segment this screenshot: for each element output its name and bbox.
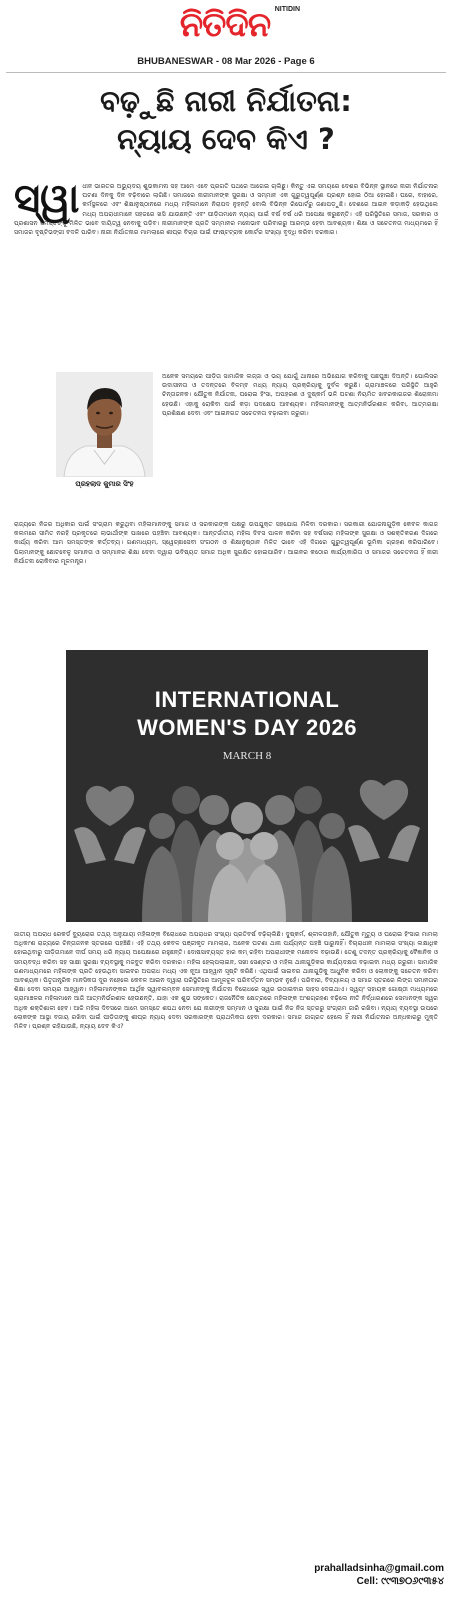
- banner-date: MARCH 8: [222, 750, 272, 762]
- womens-day-banner: [66, 650, 428, 922]
- author-name: ପ୍ରହଲାଦ କୁମାର ସିଂହ: [75, 480, 134, 488]
- newspaper-logo: [150, 4, 300, 54]
- author-contact: [314, 1562, 444, 1588]
- banner-title-line-2: WOMEN'S DAY 2026: [137, 715, 357, 740]
- author-box: [56, 372, 153, 500]
- headline: [6, 82, 446, 158]
- side-column-text: ଅନେକ ସମୟରେ ପୀଡ଼ିତା ସାମାଜିକ ଲଜ୍ଜା ଓ ଭୟ ଯୋଗୁଁ ଥାନାରେ ଅଭିଯୋଗ କରିବାକୁ ପଛଘୁଞ୍ଚା ଦିଅନ୍ତି। ପୋଲିସର ଉଦାସୀନତା ଓ ତଦନ୍ତରେ ବିଳମ୍ବ ମଧ୍ୟ ନ୍ୟାୟ ପ୍ରକ୍ରିୟାକୁ ଦୁର୍ବଳ କରୁଛି। ଗ୍ରାମାଞ୍ଚଳରେ ପରିସ୍ଥିତି ଆହୁରି ଚିନ୍ତାଜନକ। ଯୌତୁକ ନିର୍ଯାତନା, ଘରୋଇ ହିଂସା, ଅପହରଣ ଓ ଦୁଷ୍କର୍ମ ଭଳି ଘଟଣା ନିୟମିତ ଖବରକାଗଜର ଶିରୋନାମା ହେଉଛି। ଏହାକୁ ରୋକିବା ପାଇଁ କଡ଼ା ପଦକ୍ଷେପ ଆବଶ୍ୟକ। ମହିଳାମାନଙ୍କୁ ଆତ୍ମନିର୍ଭରଶୀଳ କରିବା, ଆତ୍ମରକ୍ଷା ପ୍ରଶିକ୍ଷଣ ଦେବା ଏବଂ ଆଇନଗତ ସଚେତନତା ବଢ଼ାଇବା ଜରୁରୀ।: [162, 373, 438, 417]
- author-portrait-icon: [56, 372, 153, 477]
- author-phone: Cell: ୯୯୩୭୦୬୯୩୫୪: [356, 1576, 444, 1587]
- banner-title: [66, 686, 428, 742]
- paragraph-1-text: ଧୀନ ଭାରତର ଅଭ୍ୟୁଦୟ ଶୁଭକାମନା ସହ ଆମେ ଏବେ ପ୍ରଗତି ପଥରେ ଆଗେଇ ଚାଲିଛୁ। କିନ୍ତୁ ଏଇ ସମୟରେ ଦେଶର ବିଭିନ୍ନ ସ୍ଥାନରେ ନାରୀ ନିର୍ଯାତନାର ଘଟଣା ଦିନକୁ ଦିନ ବଢ଼ିବାରେ ଲାଗିଛି। ସମାଜରେ ନାରୀମାନଙ୍କ ସୁରକ୍ଷା ଓ ସମ୍ମାନ ଏକ ଗୁରୁତ୍ୱପୂର୍ଣ୍ଣ ପ୍ରଶ୍ନ ହୋଇ ଠିଆ ହୋଇଛି। ଘରେ, ବାହାରେ, କର୍ମସ୍ଥଳରେ ଏବଂ ଶିକ୍ଷାନୁଷ୍ଠାନରେ ମଧ୍ୟ ମହିଳାମାନେ ନିରାପଦ ନୁହନ୍ତି ବୋଲି ବିଭିନ୍ନ ରିପୋର୍ଟରୁ ଜଣାପଡ଼ୁଛି। ଦେଶରେ ଆଇନ କଡ଼ାକଡ଼ି ହେଉଥିଲେ ମଧ୍ୟ ଅପରାଧୀମାନେ ସହଜରେ ଖସି ଯାଉଛନ୍ତି ଏବଂ ପୀଡ଼ିତାମାନେ ନ୍ୟାୟ ପାଇଁ ବର୍ଷ ବର୍ଷ ଧରି ଅପେକ୍ଷା କରୁଛନ୍ତି। ଏହି ପରିସ୍ଥିତିରେ ସମାଜ, ସରକାର ଓ ପ୍ରଶାସନ ସମସ୍ତଙ୍କୁ ମିଳିତ ଭାବେ ଦାୟିତ୍ୱ ନେବାକୁ ପଡ଼ିବ। ନାରୀମାନଙ୍କ ପ୍ରତି ସମ୍ମାନର ମନୋଭାବ ପରିବାରରୁ ଆରମ୍ଭ ହେବା ଆବଶ୍ୟକ। ଶିକ୍ଷା ଓ ସଚେତନତା ମାଧ୍ୟମରେ ହିଁ ସମାଜର ଦୃଷ୍ଟିଭଙ୍ଗୀ ବଦଳି ପାରିବ। ନାରୀ ନିର୍ଯାତନାର ମାମଲାରେ ଶୀଘ୍ର ବିଚାର ପାଇଁ ଫାଷ୍ଟଟ୍ରାକ କୋର୍ଟର ସଂଖ୍ୟା ବୃଦ୍ଧି କରିବା ଦରକାର।: [14, 183, 438, 237]
- logo-text: ନିତିଦିନ: [179, 5, 271, 45]
- paragraph-3: ଜାତୀୟ ଅପରାଧ ରେକର୍ଡ ବ୍ୟୁରୋର ତଥ୍ୟ ଅନୁଯାୟୀ ମହିଳାଙ୍କ ବିରୋଧରେ ଅପରାଧର ସଂଖ୍ୟା ପ୍ରତିବର୍ଷ ବଢ଼ିଚାଲିଛି। ଦୁଷ୍କର୍ମ, ଶ୍ଳୀଳତାହାନି, ଯୌତୁକ ମୃତ୍ୟୁ ଓ ଘରୋଇ ହିଂସାର ମାମଲା ଅଧିକାଂଶ ରାଜ୍ୟରେ ଚିନ୍ତାଜନକ ସ୍ତରରେ ପହଞ୍ଚିଛି। ଏହି ତଥ୍ୟ କେବଳ ପଞ୍ଜୀକୃତ ମାମଲାର, ଅନେକ ଘଟଣା ଥାନା ପର୍ଯ୍ୟନ୍ତ ପହଞ୍ଚି ପାରୁନାହିଁ। ବିଚାରାଧୀନ ମାମଲାର ସଂଖ୍ୟା ଲକ୍ଷାଧିକ ହୋଇଥିବାରୁ ପୀଡ଼ିତାମାନେ ଦୀର୍ଘ ସମୟ ଧରି ନ୍ୟାୟ ଅପେକ୍ଷାରେ ରହୁଛନ୍ତି। ଦୋଷସାବ୍ୟସ୍ତ ହାର କମ୍ ରହିବା ଅପରାଧୀଙ୍କ ମନୋବଳ ବଢ଼ାଉଛି। ତେଣୁ ତଦନ୍ତ ପ୍ରକ୍ରିୟାକୁ ବୈଜ୍ଞାନିକ ଓ ସମୟବଦ୍ଧ କରିବା ସହ ସାକ୍ଷୀ ସୁରକ୍ଷା ବ୍ୟବସ୍ଥାକୁ ମଜବୁତ କରିବା ଦରକାର। ମହିଳା ହେଲ୍ପଲାଇନ, ସଖୀ ସେଣ୍ଟର ଓ ମହିଳା ଥାନାଗୁଡ଼ିକର କାର୍ଯ୍ୟଦକ୍ଷତା ବଢ଼ାଇବା ମଧ୍ୟ ଜରୁରୀ। ସାମାଜିକ ଗଣମାଧ୍ୟମରେ ମହିଳାଙ୍କ ପ୍ରତି ହେଉଥିବା ସାଇବର ଅପରାଧ ମଧ୍ୟ ଏକ ନୂଆ ଆହ୍ୱାନ ସୃଷ୍ଟି କରିଛି। ଏଥିପାଇଁ ସାଇବର ଥାନାଗୁଡ଼ିକୁ ଆଧୁନିକ କରିବା ଓ ଲୋକଙ୍କୁ ସଚେତନ କରିବା ଆବଶ୍ୟକ। ପିତୃତାନ୍ତ୍ରିକ ମାନସିକତା ଦୂର ନହେଲେ କେବଳ ଆଇନ ଦ୍ୱାରା ପରିସ୍ଥିତିରେ ଆମୂଳଚୂଳ ପରିବର୍ତ୍ତନ ସମ୍ଭବ ନୁହେଁ। ପରିବାର, ବିଦ୍ୟାଳୟ ଓ ସମାଜ ସ୍ତରରେ ଲିଙ୍ଗ ସମାନତାର ଶିକ୍ଷା ଦେବା ସମୟର ଆହ୍ୱାନ। ମହିଳାମାନଙ୍କର ଆର୍ଥିକ ସ୍ୱାବଲମ୍ବନ ସେମାନଙ୍କୁ ନିର୍ଯାତନା ବିରୋଧରେ ସ୍ୱର ଉଠାଇବାର ସାହସ ଦେଇଥାଏ। ସ୍ୱୟଂ ସହାୟକ ଗୋଷ୍ଠୀ ମାଧ୍ୟମରେ ଗ୍ରାମାଞ୍ଚଳର ମହିଳାମାନେ ଆଜି ଆତ୍ମନିର୍ଭରଶୀଳ ହେଉଛନ୍ତି, ଯାହା ଏକ ଶୁଭ ସଙ୍କେତ। ରାଜନୈତିକ କ୍ଷେତ୍ରରେ ମହିଳାଙ୍କ ଅଂଶଗ୍ରହଣ ବଢ଼ିଲେ ନୀତି ନିର୍ଦ୍ଧାରଣରେ ସେମାନଙ୍କ ସ୍ୱର ଅଧିକ ଶକ୍ତିଶାଳୀ ହେବ। ଆଜି ମହିଳା ଦିବସରେ ଆମେ ସମସ୍ତେ ଶପଥ ନେବା ଯେ ନାରୀଙ୍କ ସମ୍ମାନ ଓ ସୁରକ୍ଷା ପାଇଁ ନିଜ ନିଜ ସ୍ତରରୁ ସଂଗ୍ରାମ ଜାରି ରଖିବା। ନ୍ୟାୟ ବ୍ୟବସ୍ଥା ଉପରେ ଲୋକଙ୍କ ଆସ୍ଥା ବଜାୟ ରଖିବା ପାଇଁ ପୀଡ଼ିତାଙ୍କୁ ଶୀଘ୍ର ନ୍ୟାୟ ଦେବା ସରକାରଙ୍କ ପ୍ରାଥମିକତା ହେବା ଦରକାର। ସମାଜ ଜାଗ୍ରତ ହେଲେ ହିଁ ନାରୀ ନିର୍ଯାତନାର ଅନ୍ଧକାରରୁ ମୁକ୍ତି ମିଳିବ। ପ୍ରଶ୍ନ ରହିଯାଉଛି, ନ୍ୟାୟ ଦେବ କିଏ?: [14, 931, 438, 1031]
- author-email: prahalladsinha@gmail.com: [314, 1563, 444, 1574]
- headline-line-1: ବଢ଼ୁଛି ନାରୀ ନିର୍ଯାତନା:: [100, 84, 352, 118]
- logo-small-text: NITIDIN: [274, 6, 300, 13]
- lead-paragraph: [14, 182, 438, 368]
- author-photo: [56, 372, 153, 477]
- headline-line-2: ନ୍ୟାୟ ଦେବ କିଏ ?: [117, 122, 335, 156]
- banner-title-line-1: INTERNATIONAL: [154, 687, 340, 712]
- paragraph-2: ରାଜ୍ୟରେ ନିଜର ଅଧିକାର ପାଇଁ ସଂଗ୍ରାମ କରୁଥିବା ମହିଳାମାନଙ୍କୁ ସମାଜ ଓ ସରକାରଙ୍କ ପକ୍ଷରୁ ଉପଯୁକ୍ତ ସହଯୋଗ ମିଳିବା ଦରକାର। ସରକାରୀ ଯୋଜନାଗୁଡ଼ିକ କେବଳ କାଗଜ କଲମରେ ସୀମିତ ନରହି ପ୍ରକୃତରେ ଲାଭାର୍ଥୀଙ୍କ ପାଖରେ ପହଞ୍ଚିବା ଆବଶ୍ୟକ। ଆନ୍ତର୍ଜାତୀୟ ମହିଳା ଦିବସ ପାଳନ କରିବା ସହ ବର୍ଷସାରା ମହିଳାଙ୍କ ସୁରକ୍ଷା ଓ ସଶକ୍ତିକରଣ ଦିଗରେ କାର୍ଯ୍ୟ କରିବା ଆମ ସମସ୍ତଙ୍କ କର୍ତ୍ତବ୍ୟ। ଗଣମାଧ୍ୟମ, ସ୍ୱେଚ୍ଛାସେବୀ ସଂଗଠନ ଓ ଶିକ୍ଷାନୁଷ୍ଠାନ ମିଳିତ ଭାବେ ଏହି ଦିଗରେ ଗୁରୁତ୍ୱପୂର୍ଣ୍ଣ ଭୂମିକା ଗ୍ରହଣ କରିପାରିବେ। ପିଲାମାନଙ୍କୁ ଛୋଟବେଳୁ ସମାନତା ଓ ସମ୍ମାନର ଶିକ୍ଷା ଦେବା ଦ୍ୱାରା ଭବିଷ୍ୟତ ସମାଜ ଅଧିକ ସୁରକ୍ଷିତ ହୋଇପାରିବ। ଆଇନର କଠୋର କାର୍ଯ୍ୟକାରିତା ଓ ସମାଜର ସଚେତନତା ହିଁ ନାରୀ ନିର୍ଯାତନା ରୋକିବାର ମୂଳମନ୍ତ୍ର।: [14, 521, 438, 565]
- masthead: [0, 0, 452, 70]
- drop-cap: ସ୍ୱା: [14, 182, 80, 222]
- dateline: BHUBANESWAR - 08 Mar 2026 - Page 6: [137, 56, 315, 67]
- masthead-divider: [6, 72, 446, 73]
